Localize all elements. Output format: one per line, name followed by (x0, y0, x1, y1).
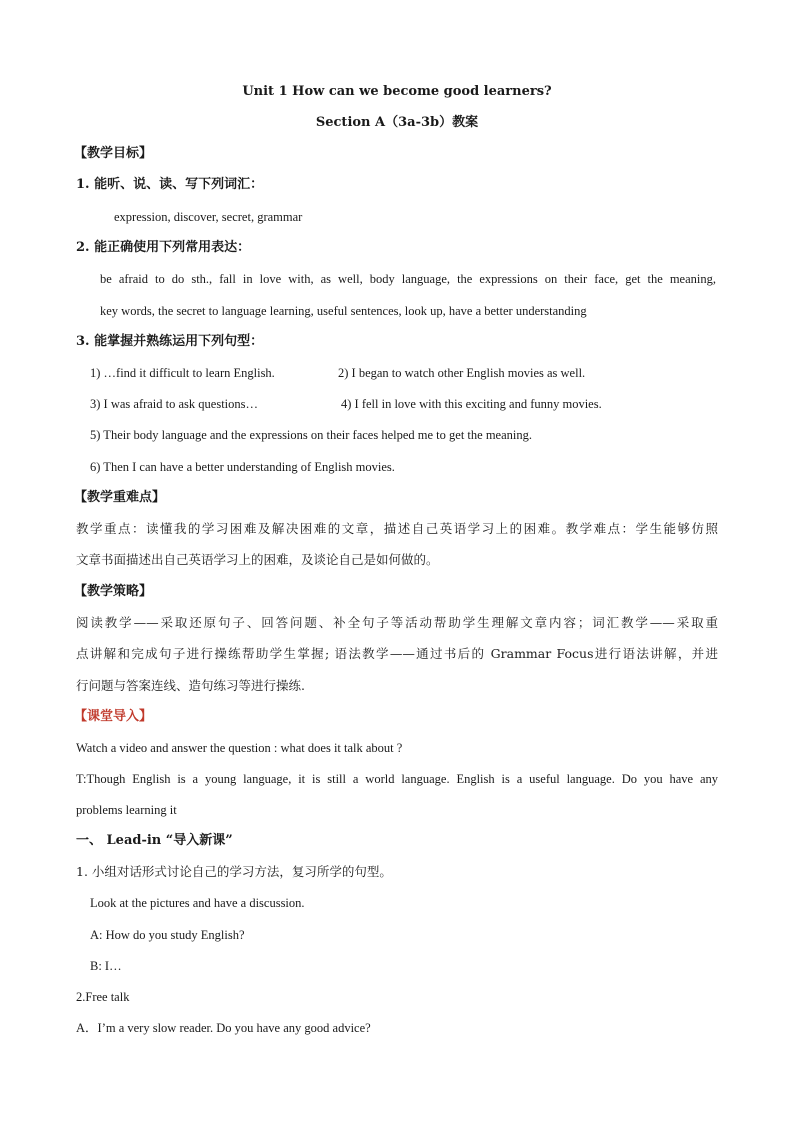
leadin-item-2-line-a: A．I’m a very slow reader. Do you have any good advice? (76, 1021, 371, 1035)
sentence-pattern-3: 3) I was afraid to ask questions… (90, 397, 259, 411)
objectives-heading: 【教学目标】 (74, 146, 153, 161)
objective-1-vocabulary: expression, discover, secret, grammar (114, 210, 303, 224)
sentence-pattern-1: 1) …find it difficult to learn English. (90, 366, 275, 380)
objective-1-title: 1. 能听、说、读、写下列词汇： (76, 177, 264, 192)
strategy-line3: 行问题与答案连线、造句练习等进行操练. (76, 678, 305, 693)
sentence-pattern-5: 5) Their body language and the expressions on their faces helped me to get the meaning. (90, 428, 532, 442)
intro-line1: Watch a video and answer the question : what does it talk about ? (76, 741, 403, 755)
objective-2-expressions-line1: be afraid to do sth., fall in love with, as well, body language, the expressions on their face, get the meaning, (100, 272, 716, 286)
document-subtitle: Section A（3a-3b）教案 (315, 115, 479, 130)
leadin-item-1-instruction: Look at the pictures and have a discussion. (90, 896, 305, 910)
leadin-item-1: 1. 小组对话形式讨论自己的学习方法，复习所学的句型。 (76, 864, 392, 879)
intro-line3: problems learning it (76, 803, 177, 817)
strategy-heading: 【教学策略】 (74, 584, 153, 599)
intro-heading: 【课堂导入】 (74, 709, 153, 724)
strategy-line1: 阅读教学——采取还原句子、回答问题、补全句子等活动帮助学生理解文章内容；词汇教学——采取重 (76, 615, 718, 630)
sentence-pattern-6: 6) Then I can have a better understanding of English movies. (90, 460, 395, 474)
keypoints-heading: 【教学重难点】 (74, 490, 166, 505)
objective-2-expressions-line2: key words, the secret to language learning, useful sentences, look up, have a better understanding (100, 304, 587, 318)
leadin-item-2: 2.Free talk (76, 990, 130, 1004)
leadin-heading: 一、 Lead-in “导入新课” (76, 833, 233, 848)
dialog-line-a: A: How do you study English? (90, 928, 245, 942)
sentence-pattern-2: 2) I began to watch other English movies as well. (338, 366, 586, 380)
objective-2-title: 2. 能正确使用下列常用表达： (76, 240, 251, 255)
keypoints-line2: 文章书面描述出自己英语学习上的困难，及谈论自己是如何做的。 (76, 552, 439, 567)
intro-line2: T:Though English is a young language, it is still a world language. English is a useful language. Do you have any (76, 772, 718, 786)
sentence-pattern-4: 4) I fell in love with this exciting and funny movies. (341, 397, 602, 411)
strategy-line2: 点讲解和完成句子进行操练帮助学生掌握; 语法教学——通过书后的 Grammar Focus进行语法讲解，并进 (76, 646, 718, 661)
dialog-line-b: B: I… (90, 959, 122, 973)
document-title: Unit 1 How can we become good learners? (242, 84, 552, 99)
objective-3-title: 3. 能掌握并熟练运用下列句型： (76, 334, 264, 349)
keypoints-line1: 教学重点：读懂我的学习困难及解决困难的文章，描述自己英语学习上的困难。教学难点：学生能够仿照 (76, 521, 718, 536)
